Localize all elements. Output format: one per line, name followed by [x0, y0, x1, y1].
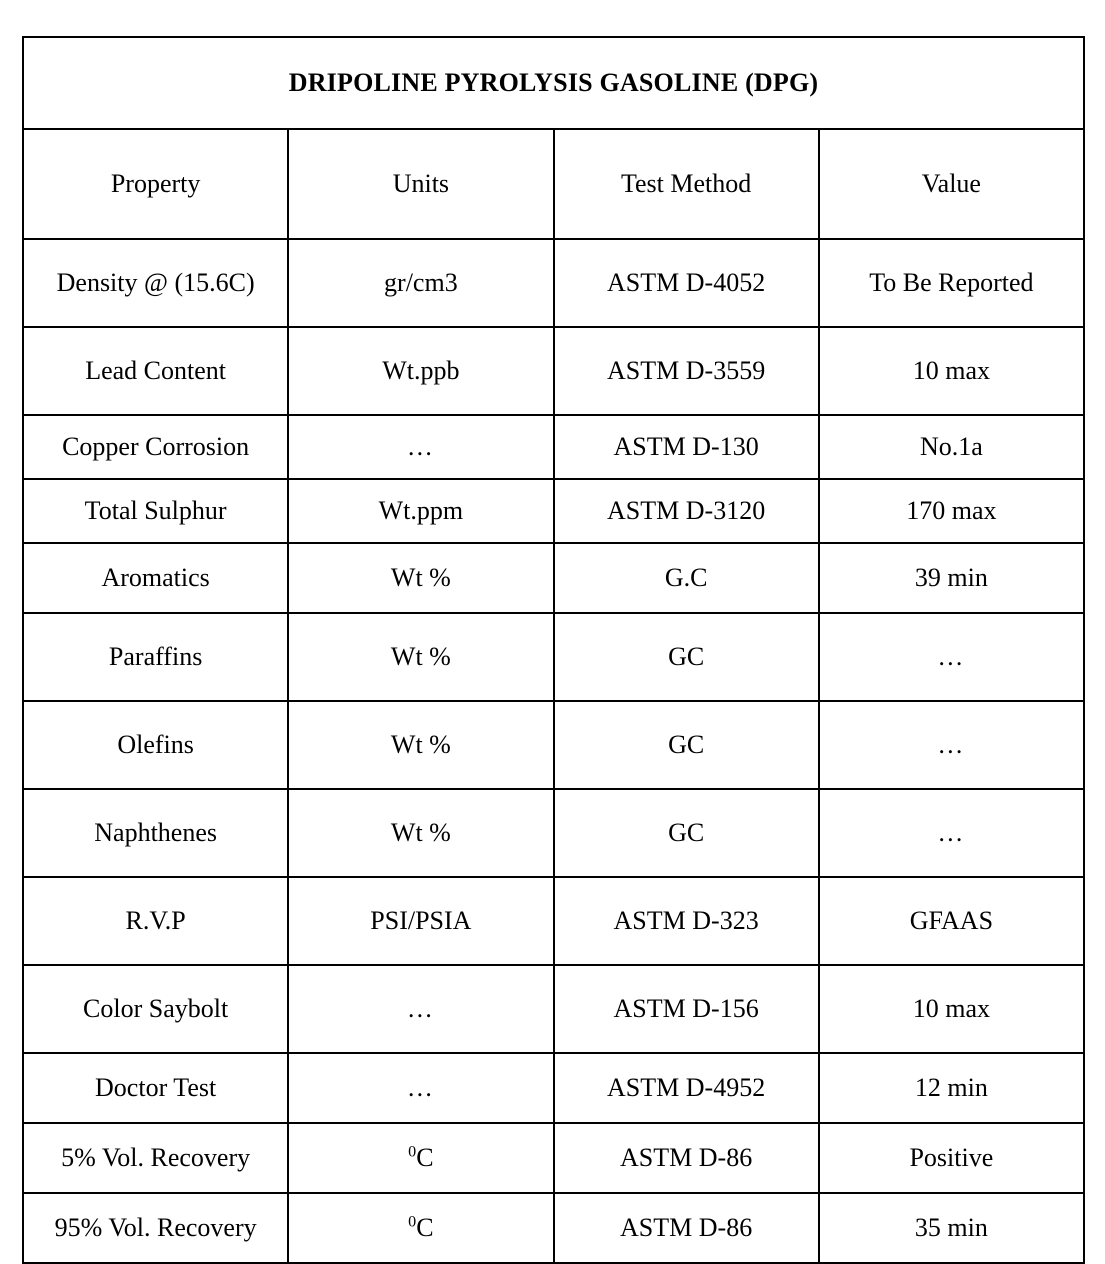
- cell-value: Positive: [819, 1123, 1084, 1193]
- specification-table: [22, 36, 1085, 1264]
- cell-units: Wt %: [288, 613, 553, 701]
- table-row: [23, 415, 1084, 479]
- cell-test-method: ASTM D-323: [554, 877, 819, 965]
- cell-property: Total Sulphur: [23, 479, 288, 543]
- table-row: [23, 239, 1084, 327]
- cell-property: Aromatics: [23, 543, 288, 613]
- cell-property: Density @ (15.6C): [23, 239, 288, 327]
- cell-property: R.V.P: [23, 877, 288, 965]
- spec-sheet: [22, 36, 1085, 1264]
- cell-test-method: ASTM D-4952: [554, 1053, 819, 1123]
- cell-value: 35 min: [819, 1193, 1084, 1263]
- cell-test-method: G.C: [554, 543, 819, 613]
- cell-property: Naphthenes: [23, 789, 288, 877]
- cell-property: Copper Corrosion: [23, 415, 288, 479]
- cell-value: 10 max: [819, 965, 1084, 1053]
- cell-value: To Be Reported: [819, 239, 1084, 327]
- cell-units: Wt %: [288, 543, 553, 613]
- column-header-test-method: Test Method: [554, 129, 819, 239]
- table-row: [23, 613, 1084, 701]
- table-body: [23, 37, 1084, 1263]
- cell-units: Wt.ppb: [288, 327, 553, 415]
- cell-property: Lead Content: [23, 327, 288, 415]
- cell-units: Wt %: [288, 789, 553, 877]
- cell-units: Wt %: [288, 701, 553, 789]
- cell-units: [288, 1193, 553, 1263]
- cell-test-method: GC: [554, 789, 819, 877]
- cell-value: …: [819, 789, 1084, 877]
- column-header-units: Units: [288, 129, 553, 239]
- cell-value: GFAAS: [819, 877, 1084, 965]
- cell-value: 39 min: [819, 543, 1084, 613]
- cell-test-method: ASTM D-156: [554, 965, 819, 1053]
- table-row: [23, 877, 1084, 965]
- cell-test-method: GC: [554, 613, 819, 701]
- table-row: [23, 789, 1084, 877]
- table-row: [23, 543, 1084, 613]
- cell-property: Color Saybolt: [23, 965, 288, 1053]
- cell-units: [288, 1123, 553, 1193]
- table-row: [23, 1053, 1084, 1123]
- cell-units: Wt.ppm: [288, 479, 553, 543]
- cell-value: 170 max: [819, 479, 1084, 543]
- table-row: [23, 1123, 1084, 1193]
- cell-value: …: [819, 701, 1084, 789]
- cell-value: 12 min: [819, 1053, 1084, 1123]
- cell-property: 95% Vol. Recovery: [23, 1193, 288, 1263]
- degree-base: C: [416, 1213, 434, 1243]
- cell-test-method: GC: [554, 701, 819, 789]
- cell-units: gr/cm3: [288, 239, 553, 327]
- cell-test-method: ASTM D-3120: [554, 479, 819, 543]
- cell-units: PSI/PSIA: [288, 877, 553, 965]
- cell-units: …: [288, 1053, 553, 1123]
- cell-value: No.1a: [819, 415, 1084, 479]
- cell-test-method: ASTM D-86: [554, 1193, 819, 1263]
- column-header-property: Property: [23, 129, 288, 239]
- cell-test-method: ASTM D-86: [554, 1123, 819, 1193]
- column-header-value: Value: [819, 129, 1084, 239]
- degree-superscript: 0: [408, 1213, 417, 1231]
- cell-property: Olefins: [23, 701, 288, 789]
- cell-property: 5% Vol. Recovery: [23, 1123, 288, 1193]
- degree-superscript: 0: [408, 1143, 417, 1161]
- cell-value: …: [819, 613, 1084, 701]
- cell-property: Doctor Test: [23, 1053, 288, 1123]
- table-row: [23, 701, 1084, 789]
- cell-units: …: [288, 415, 553, 479]
- degree-base: C: [416, 1143, 434, 1173]
- cell-value: 10 max: [819, 327, 1084, 415]
- table-row: [23, 965, 1084, 1053]
- cell-units: …: [288, 965, 553, 1053]
- cell-property: Paraffins: [23, 613, 288, 701]
- title-row: [23, 37, 1084, 129]
- table-row: [23, 327, 1084, 415]
- cell-test-method: ASTM D-4052: [554, 239, 819, 327]
- cell-test-method: ASTM D-3559: [554, 327, 819, 415]
- table-row: [23, 479, 1084, 543]
- table-row: [23, 1193, 1084, 1263]
- document-title: DRIPOLINE PYROLYSIS GASOLINE (DPG): [23, 37, 1084, 129]
- header-row: [23, 129, 1084, 239]
- cell-test-method: ASTM D-130: [554, 415, 819, 479]
